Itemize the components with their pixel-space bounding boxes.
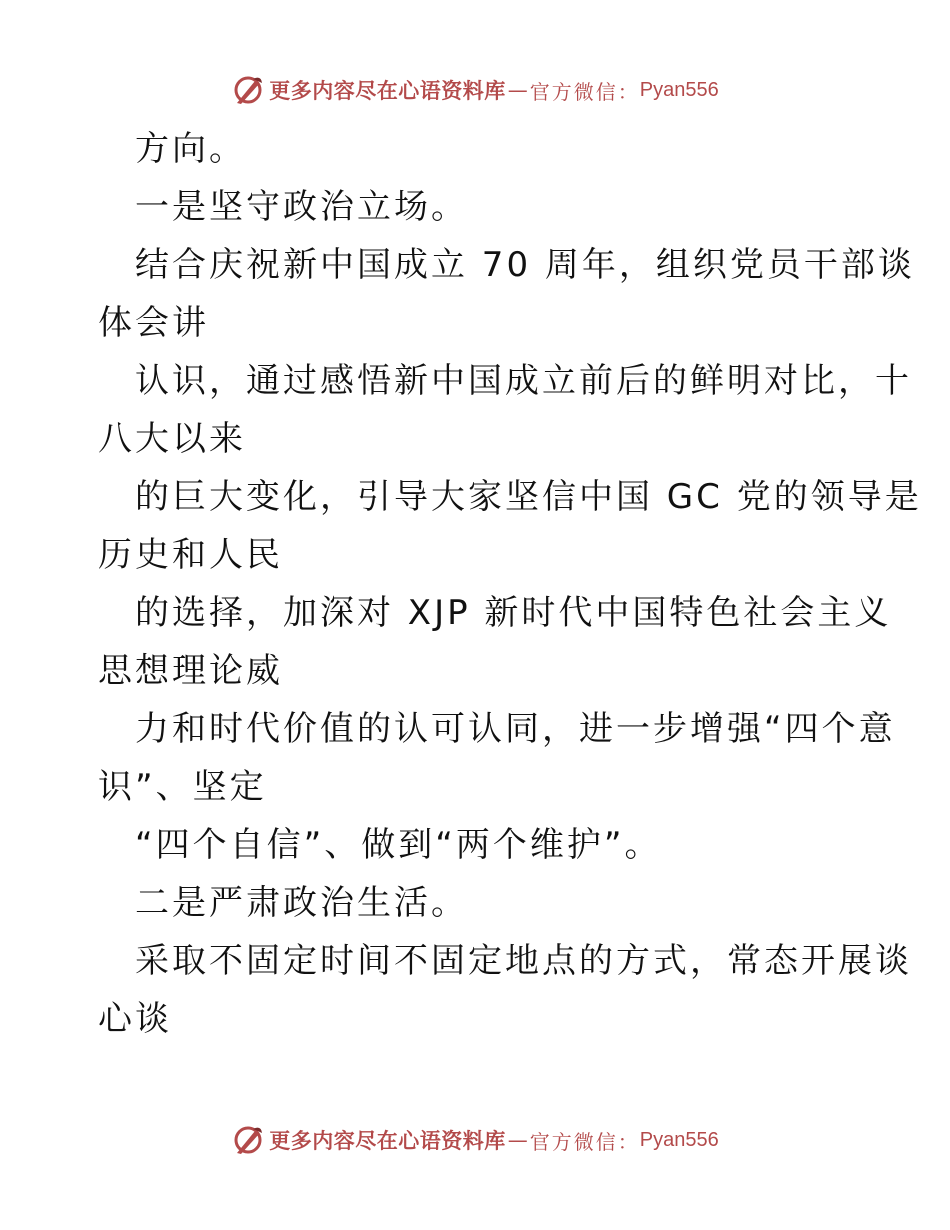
text-line: 八大以来 bbox=[98, 419, 246, 459]
text-line: 结合庆祝新中国成立 70 周年，组织党员干部谈 bbox=[135, 245, 915, 285]
quill-logo-icon bbox=[231, 73, 265, 107]
text-line: 心谈 bbox=[98, 999, 172, 1039]
text-line: 二是严肃政治生活。 bbox=[135, 883, 468, 923]
text-line: 认识，通过感悟新中国成立前后的鲜明对比，十 bbox=[135, 361, 912, 401]
text-line: 的选择，加深对 XJP 新时代中国特色社会主义 bbox=[135, 593, 892, 633]
text-line: 力和时代价值的认可认同，进一步增强“四个意 bbox=[135, 709, 896, 749]
header-brand-text: 更多内容尽在心语资料库 bbox=[269, 79, 506, 103]
quill-logo-icon bbox=[231, 1123, 265, 1157]
text-line: 识”、坚定 bbox=[98, 767, 267, 807]
text-line: “四个自信”、做到“两个维护”。 bbox=[135, 825, 662, 865]
footer-separator: — bbox=[507, 1128, 528, 1152]
text-line: 思想理论威 bbox=[98, 651, 283, 691]
text-line: 的巨大变化，引导大家坚信中国 GC 党的领导是 bbox=[135, 477, 922, 517]
footer-brand-text: 更多内容尽在心语资料库 bbox=[269, 1129, 506, 1153]
header-official-label: 官方微信： bbox=[529, 79, 640, 104]
text-line: 历史和人民 bbox=[98, 535, 283, 575]
header-wechat-id: Pyan556 bbox=[639, 78, 719, 101]
text-line: 采取不固定时间不固定地点的方式，常态开展谈 bbox=[135, 941, 912, 981]
text-line: 方向。 bbox=[135, 129, 246, 169]
text-line: 体会讲 bbox=[98, 303, 209, 343]
text-line: 一是坚守政治立场。 bbox=[135, 187, 468, 227]
document-body bbox=[98, 120, 922, 1048]
header-banner bbox=[0, 70, 950, 110]
footer-wechat-id: Pyan556 bbox=[639, 1128, 719, 1151]
header-separator: — bbox=[507, 78, 528, 102]
footer-banner bbox=[0, 1120, 950, 1160]
footer-official-label: 官方微信： bbox=[529, 1129, 640, 1154]
